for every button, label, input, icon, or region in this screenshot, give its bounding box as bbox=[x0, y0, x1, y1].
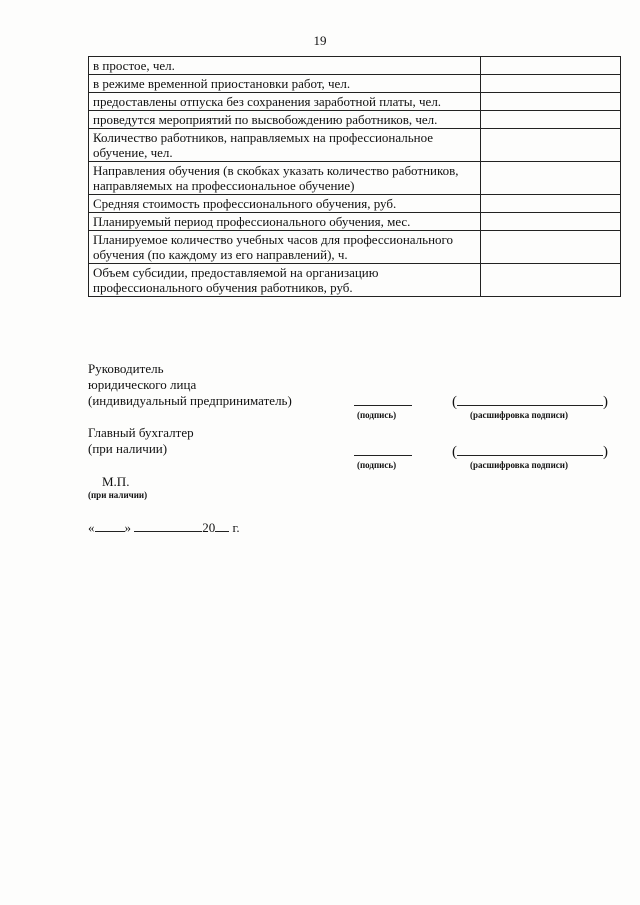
table-row bbox=[89, 129, 621, 162]
table-row bbox=[89, 231, 621, 264]
date-month-field[interactable] bbox=[134, 519, 202, 532]
accountant-signature-line[interactable] bbox=[354, 455, 412, 456]
table-row bbox=[89, 264, 621, 297]
table-row bbox=[89, 162, 621, 195]
row-label: Объем субсидии, предоставляемой на организацию профессионального обучения работников, руб. bbox=[89, 264, 481, 297]
table-row bbox=[89, 75, 621, 93]
date-year-field[interactable] bbox=[215, 519, 229, 532]
page-number: 19 bbox=[313, 33, 327, 48]
table-row bbox=[89, 213, 621, 231]
row-value-cell[interactable] bbox=[481, 213, 621, 231]
table-row bbox=[89, 93, 621, 111]
date-year-prefix: 20 bbox=[202, 520, 216, 535]
row-label: Количество работников, направляемых на профессиональное обучение, чел. bbox=[89, 129, 481, 162]
row-label: проведутся мероприятий по высвобождению работников, чел. bbox=[89, 111, 481, 129]
accountant-decode-field[interactable] bbox=[452, 443, 608, 460]
row-value-cell[interactable] bbox=[481, 57, 621, 75]
row-value-cell[interactable] bbox=[481, 264, 621, 297]
row-label: Планируемый период профессионального обучения, мес. bbox=[89, 213, 481, 231]
form-table bbox=[88, 56, 621, 297]
row-value-cell[interactable] bbox=[481, 111, 621, 129]
head-signature-caption: (подпись) bbox=[357, 410, 397, 420]
row-value-cell[interactable] bbox=[481, 162, 621, 195]
head-paren-open: ( bbox=[452, 394, 457, 410]
accountant-paren-close: ) bbox=[603, 444, 608, 460]
row-label: Средняя стоимость профессионального обучения, руб. bbox=[89, 195, 481, 213]
row-label: Направления обучения (в скобках указать количество работников, направляемых на профессиональное обучение) bbox=[89, 162, 481, 195]
head-decode-caption: (расшифровка подписи) bbox=[470, 410, 568, 420]
date-open-quote: « bbox=[88, 520, 95, 535]
stamp-note: (при наличии) bbox=[88, 490, 148, 500]
head-title-line2: юридического лица bbox=[88, 377, 197, 392]
row-value-cell[interactable] bbox=[481, 129, 621, 162]
accountant-paren-open: ( bbox=[452, 444, 457, 460]
head-title-block bbox=[88, 361, 292, 409]
accountant-signature-caption: (подпись) bbox=[357, 460, 397, 470]
accountant-decode-caption: (расшифровка подписи) bbox=[470, 460, 568, 470]
accountant-title-line1: Главный бухгалтер bbox=[88, 425, 194, 440]
head-signature-line[interactable] bbox=[354, 405, 412, 406]
table-row bbox=[89, 111, 621, 129]
accountant-title-line2: (при наличии) bbox=[88, 441, 168, 456]
head-title-line3: (индивидуальный предприниматель) bbox=[88, 393, 292, 408]
head-paren-close: ) bbox=[603, 394, 608, 410]
table-row bbox=[89, 195, 621, 213]
date-suffix: г. bbox=[232, 520, 240, 535]
head-decode-line bbox=[457, 393, 603, 406]
date-line bbox=[88, 519, 240, 536]
accountant-decode-line bbox=[457, 443, 603, 456]
stamp-label: М.П. bbox=[102, 474, 130, 489]
table-row bbox=[89, 57, 621, 75]
row-value-cell[interactable] bbox=[481, 93, 621, 111]
row-value-cell[interactable] bbox=[481, 195, 621, 213]
row-label: предоставлены отпуска без сохранения заработной платы, чел. bbox=[89, 93, 481, 111]
row-value-cell[interactable] bbox=[481, 75, 621, 93]
row-label: в простое, чел. bbox=[89, 57, 481, 75]
accountant-title-block bbox=[88, 425, 194, 457]
row-label: Планируемое количество учебных часов для профессионального обучения (по каждому из его направлений), ч. bbox=[89, 231, 481, 264]
row-value-cell[interactable] bbox=[481, 231, 621, 264]
date-close-quote: » bbox=[124, 520, 131, 535]
date-day-field[interactable] bbox=[95, 519, 125, 532]
row-label: в режиме временной приостановки работ, чел. bbox=[89, 75, 481, 93]
head-title-line1: Руководитель bbox=[88, 361, 164, 376]
head-decode-field[interactable] bbox=[452, 393, 608, 410]
table-body bbox=[89, 57, 621, 297]
